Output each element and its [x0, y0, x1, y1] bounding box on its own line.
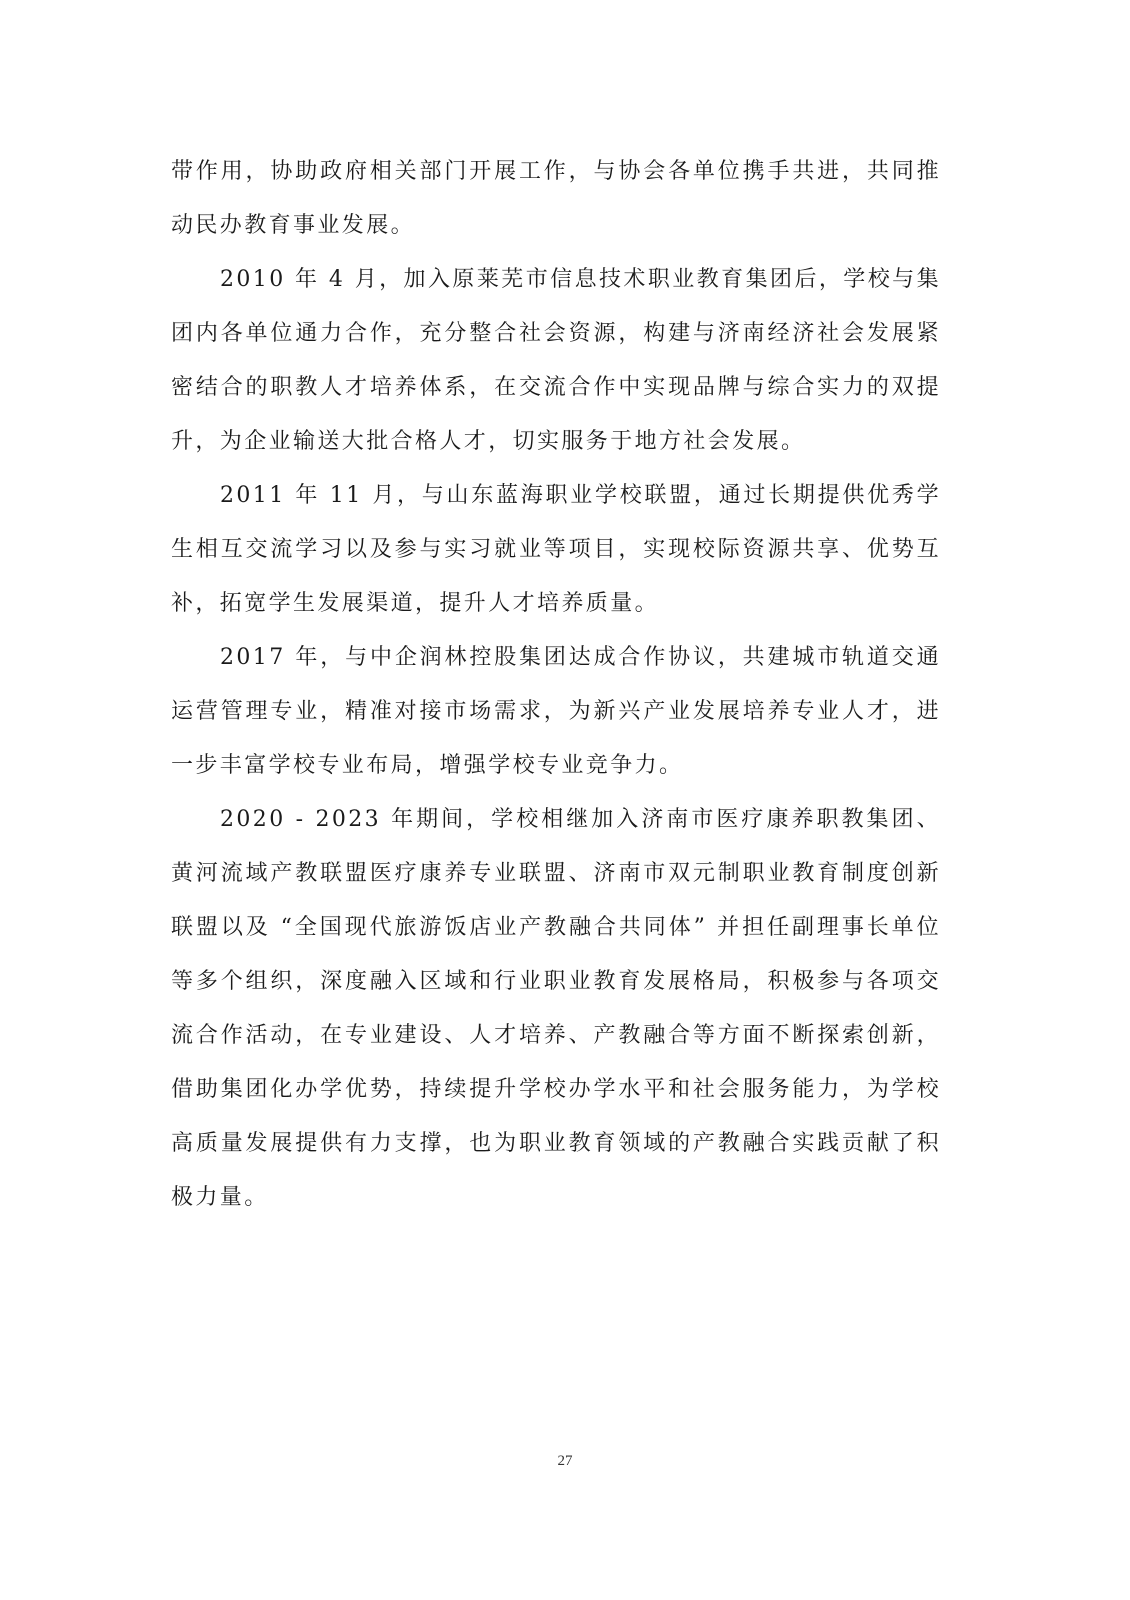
paragraph-continuation: 带作用，协助政府相关部门开展工作，与协会各单位携手共进，共同推动民办教育事业发展。: [171, 159, 941, 238]
paragraph-2010: 2010 年 4 月，加入原莱芜市信息技术职业教育集团后，学校与集团内各单位通力合作，充分整合社会资源，构建与济南经济社会发展紧密结合的职教人才培养体系，在交流合作中实现品牌与综合实力的双提升，为企业输送大批合格人才，切实服务于地方社会发展。: [171, 267, 941, 454]
body-text: [171, 145, 941, 1225]
paragraph-2020-2023: 2020 - 2023 年期间，学校相继加入济南市医疗康养职教集团、黄河流域产教联盟医疗康养专业联盟、济南市双元制职业教育制度创新联盟以及 “全国现代旅游饭店业产教融合共同体” 并担任副理事长单位等多个组织，深度融入区域和行业职业教育发展格局，积极参与各项交流合作活动，在专业建设、人才培养、产教融合等方面不断探索创新，借助集团化办学优势，持续提升学校办学水平和社会服务能力，为学校高质量发展提供有力支撑，也为职业教育领域的产教融合实践贡献了积极力量。: [171, 807, 941, 1210]
page-number: 27: [557, 1453, 573, 1469]
paragraph-2011: 2011 年 11 月，与山东蓝海职业学校联盟，通过长期提供优秀学生相互交流学习以及参与实习就业等项目，实现校际资源共享、优势互补，拓宽学生发展渠道，提升人才培养质量。: [171, 483, 941, 616]
paragraph-2017: 2017 年，与中企润林控股集团达成合作协议，共建城市轨道交通运营管理专业，精准对接市场需求，为新兴产业发展培养专业人才，进一步丰富学校专业布局，增强学校专业竞争力。: [171, 645, 941, 778]
